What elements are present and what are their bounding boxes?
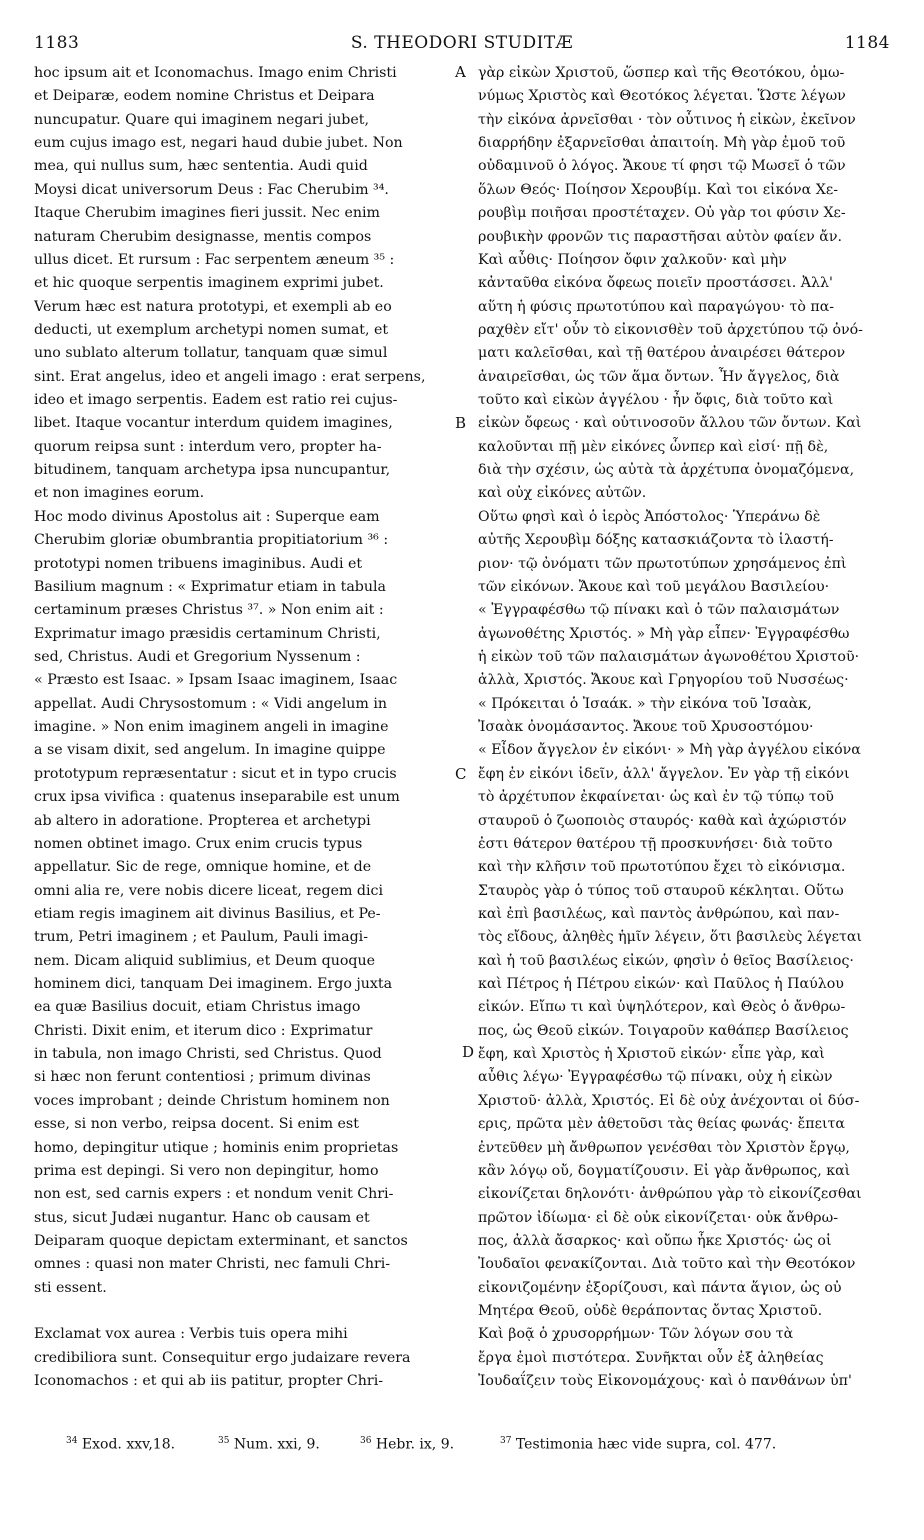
greek-text-line: Μητέρα Θεοῦ, οὐδὲ θεράποντας ὄντας Χριστοῦ. xyxy=(478,1303,823,1320)
latin-text-line: prima est depingi. Si vero non depingitur, homo xyxy=(34,1162,379,1179)
latin-text-line: deducti, ut exemplum archetypi nomen sumat, et xyxy=(34,321,389,338)
latin-text-line: mea, qui nullus sum, hæc sententia. Audi quid xyxy=(34,158,368,175)
greek-text-line: ριον· τῷ ὀνόματι τῶν πρωτοτύπων χρησάμενος ἐπὶ xyxy=(478,555,847,572)
latin-text-line: ab altero in adoratione. Propterea et archetypi xyxy=(34,812,371,829)
latin-text-line: homo, depingitur utique ; hominis enim proprietas xyxy=(34,1139,399,1156)
latin-text-line: et hic quoque serpentis imaginem exprimi jubet. xyxy=(34,275,384,292)
latin-text-line xyxy=(34,1300,450,1323)
latin-text-line: prototypum repræsentatur : sicut et in typo crucis xyxy=(34,765,397,782)
greek-text-line: ἔργα ἐμοὶ πιστότερα. Συνῆκται οὖν ἐξ ἀληθείας xyxy=(478,1349,824,1366)
latin-text-line: Deiparam quoque depictam exterminant, et sanctos xyxy=(34,1232,408,1249)
margin-marker-c: C xyxy=(455,765,467,783)
greek-text-line: καὶ ἡ τοῦ βασιλέως εἰκών, φησὶν ὁ θεῖος Βασίλειος· xyxy=(478,952,854,969)
latin-text-line: voces improbant ; deinde Christum hominem non xyxy=(34,1092,390,1109)
greek-text-line: καὶ ἐπὶ βασιλέως, καὶ παντὸς ἀνθρώπου, καὶ παν- xyxy=(478,905,840,922)
greek-text-line: γὰρ εἰκὼν Χριστοῦ, ὥσπερ καὶ τῆς Θεοτόκου, ὁμω- xyxy=(478,65,845,81)
greek-text-line: καὶ τὴν κλῆσιν τοῦ πρωτοτύπου ἔχει τὸ εἰκόνισμα. xyxy=(478,859,846,876)
latin-text-line: bitudinem, tanquam archetypa ipsa nuncupantur, xyxy=(34,462,391,479)
greek-text-line: ερις, πρῶτα μὲν ἀθετοῦσι τὰς θείας φωνάς· ἔπειτα xyxy=(478,1116,845,1133)
latin-text-line: Hoc modo divinus Apostolus ait : Superque eam xyxy=(34,508,380,525)
greek-text-line: εἰκονιζομένην ἐξορίζουσι, καὶ πάντα ἅγιον, ὡς οὐ xyxy=(478,1279,842,1296)
greek-text-line: ἔφη, καὶ Χριστὸς ἡ Χριστοῦ εἰκών· εἶπε γὰρ, καὶ xyxy=(478,1046,825,1063)
greek-text-line: νύμως Χριστὸς καὶ Θεοτόκος λέγεται. Ὥστε λέγων xyxy=(478,88,846,105)
greek-text-line: καὶ οὐχ εἰκόνες αὐτῶν. xyxy=(478,485,647,502)
greek-text-line: πος, ἀλλὰ ἄσαρκος· καὶ οὔπω ἧκε Χριστός· ὡς οἱ xyxy=(478,1232,832,1249)
greek-text-line: διαρρήδην ἐξαρνεῖσθαι ἀπαιτοίη. Μὴ γὰρ ἐμοῦ τοῦ xyxy=(478,135,846,152)
latin-text-line: Basilium magnum : « Exprimatur etiam in tabula xyxy=(34,578,387,595)
greek-text-line: τοῦτο καὶ εἰκὼν ἀγγέλου · ἦν ὄφις, διὰ τοῦτο καὶ xyxy=(478,392,834,409)
greek-text-line: « Ἐγγραφέσθω τῷ πίνακι καὶ ὁ τῶν παλαισμάτων xyxy=(478,602,840,619)
greek-text-line: ἔφη ἐν εἰκόνι ἰδεῖν, ἀλλ' ἄγγελον. Ἐν γὰρ τῇ εἰκόνι xyxy=(478,765,850,782)
greek-text-line: εἰκὼν ὄφεως · καὶ οὑτινοσοῦν ἄλλου τῶν ὄντων. Καὶ xyxy=(478,415,862,432)
latin-text-line: a se visam dixit, sed angelum. In imagine quippe xyxy=(34,742,386,759)
latin-text-line: appellat. Audi Chrysostomum : « Vidi angelum in xyxy=(34,695,388,712)
greek-text-line: εἰκονίζεται δηλονότι· ἀνθρώπου γὰρ τὸ εἰκονίζεσθαι xyxy=(478,1186,862,1203)
greek-text-line: ρουβὶμ ποιῆσαι προστέταχεν. Οὐ γὰρ τοι φύσιν Χε- xyxy=(478,205,846,222)
greek-text-line: ἀγωνοθέτης Χριστός. » Μὴ γὰρ εἶπεν· Ἐγγραφέσθω xyxy=(478,625,850,642)
latin-text-line: sint. Erat angelus, ideo et angeli imago : erat serpens, xyxy=(34,368,426,385)
latin-text-line: ullus dicet. Et rursum : Fac serpentem æneum ³⁵ : xyxy=(34,251,395,268)
greek-text-line: οὐδαμινοῦ ὁ λόγος. Ἄκουε τί φησι τῷ Μωσεῖ ὁ τῶν xyxy=(478,158,846,175)
latin-text-line: omnes : quasi non mater Christi, nec famuli Chri- xyxy=(34,1256,391,1273)
latin-text-line: sti essent. xyxy=(34,1279,107,1296)
right-page-number: 1184 xyxy=(844,33,890,53)
latin-text-line: trum, Petri imaginem ; et Paulum, Pauli imagi- xyxy=(34,929,368,946)
latin-text-line: Cherubim gloriæ obumbrantia propitiatorium ³⁶ : xyxy=(34,532,389,549)
latin-text-line: eum cujus imago est, negari haud dubie jubet. Non xyxy=(34,135,403,152)
latin-text-line: non est, sed carnis expers : et nondum venit Chri- xyxy=(34,1186,394,1203)
latin-text-line: omni alia re, vere nobis dicere liceat, regem dici xyxy=(34,882,384,899)
footnote-35: $^{35}$ Num. xxi, 9. xyxy=(218,1436,320,1453)
greek-text-line: εἰκών. Εἴπω τι καὶ ὑψηλότερον, καὶ Θεὸς ὁ ἄνθρω- xyxy=(478,999,846,1016)
margin-marker-b: B xyxy=(455,414,467,432)
latin-text-line: ea quæ Basilius docuit, etiam Christus imago xyxy=(34,999,361,1016)
greek-text-line: ἀναιρεῖσθαι, ὡς τῶν ἅμα ὄντων. Ἦν ἄγγελος, διὰ xyxy=(478,368,840,385)
margin-marker-d: D xyxy=(462,1043,475,1061)
greek-text-line: ραχθὲν εἴτ' οὖν τὸ εἰκονισθὲν τοῦ ἀρχετύπου τῷ ὀνό- xyxy=(478,321,863,338)
greek-text-line: ἡ εἰκὼν τοῦ τῶν παλαισμάτων ἀγωνοθέτου Χριστοῦ· xyxy=(478,648,860,665)
greek-text-line: κἀνταῦθα εἰκόνα ὄφεως ποιεῖν προστάσσει. Ἀλλ' xyxy=(478,275,833,292)
latin-text-line: Exclamat vox aurea : Verbis tuis opera mihi xyxy=(34,1326,348,1343)
latin-text-line: etiam regis imaginem ait divinus Basilius, et Pe- xyxy=(34,905,381,922)
latin-text-line: quorum reipsa sunt : interdum vero, propter ha- xyxy=(34,438,382,455)
latin-text-line: Exprimatur imago præsidis certaminum Christi, xyxy=(34,625,381,642)
greek-text-line: Καὶ βοᾷ ὁ χρυσορρήμων· Τῶν λόγων σου τὰ xyxy=(478,1326,794,1343)
greek-text-line: ρουβικὴν φρονῶν τις παραστῆσαι αὐτὸν φαίεν ἄν. xyxy=(478,228,842,245)
latin-text-line: et Deiparæ, eodem nomine Christus et Deipara xyxy=(34,88,375,105)
latin-text-line: prototypi nomen tribuens imaginibus. Audi et xyxy=(34,555,363,572)
greek-text-line: Ἰουδαΐζειν τοὺς Εἰκονομάχους· καὶ ὁ πανθάνων ὑπ' xyxy=(478,1373,852,1390)
greek-text-line: αὐτῆς Χερουβὶμ δόξης κατασκιάζοντα τὸ ἱλαστή- xyxy=(478,532,834,549)
greek-text-line: αὖθις λέγω· Ἐγγραφέσθω τῷ πίνακι, οὐχ ἡ εἰκὼν xyxy=(478,1069,833,1086)
latin-text-line: sed, Christus. Audi et Gregorium Nyssenum : xyxy=(34,648,361,665)
greek-text-line: Σταυρὸς γὰρ ὁ τύπος τοῦ σταυροῦ κέκληται. Οὕτω xyxy=(478,882,844,899)
greek-text-line: πρῶτον ἰδίωμα· εἰ δὲ οὐκ εἰκονίζεται· οὐκ ἄνθρω- xyxy=(478,1209,839,1226)
greek-text-line: ὅλων Θεός· Ποίησον Χερουβίμ. Καὶ τοι εἰκόνα Χε- xyxy=(478,181,839,198)
latin-text-line: appellatur. Sic de rege, omnique homine, et de xyxy=(34,859,372,876)
latin-text-line: in tabula, non imago Christi, sed Christus. Quod xyxy=(34,1046,382,1063)
latin-text-line: ideo et imago serpentis. Eadem est ratio rei cujus- xyxy=(34,392,398,409)
running-title: S. THEODORI STUDITÆ xyxy=(350,33,574,53)
latin-text-line: esse, si non verbo, reipsa docent. Si enim est xyxy=(34,1116,359,1133)
latin-text-line: hominem dici, tanquam Dei imaginem. Ergo juxta xyxy=(34,976,393,993)
footnote-34: $^{34}$ Exod. xxv,18. xyxy=(66,1436,176,1453)
greek-text-line: καὶ Πέτρος ἡ Πέτρου εἰκών· καὶ Παῦλος ἡ Παύλου xyxy=(478,976,844,993)
greek-text-line: ἀλλὰ, Χριστός. Ἄκουε καὶ Γρηγορίου τοῦ Νυσσέως· xyxy=(478,672,849,689)
latin-text-line: Moysi dicat universorum Deus : Fac Cherubim ³⁴. xyxy=(34,181,389,198)
greek-text-line: καλοῦνται πῇ μὲν εἰκόνες ὧνπερ καὶ εἰσί· πῇ δὲ, xyxy=(478,438,829,455)
greek-text-line: Καὶ αὖθις· Ποίησον ὄφιν χαλκοῦν· καὶ μὴν xyxy=(478,251,787,268)
latin-text-line: Christi. Dixit enim, et iterum dico : Exprimatur xyxy=(34,1022,373,1039)
latin-text-line: hoc ipsum ait et Iconomachus. Imago enim Christi xyxy=(34,65,397,81)
greek-text-line: τὸ ἀρχέτυπον ἐκφαίνεται· ὡς καὶ ἐν τῷ τύπῳ τοῦ xyxy=(478,789,834,806)
footnote-36: $^{36}$ Hebr. ix, 9. xyxy=(360,1436,455,1453)
latin-text-line: « Præsto est Isaac. » Ipsam Isaac imaginem, Isaac xyxy=(34,672,398,689)
latin-text-line: si hæc non ferunt contentiosi ; primum divinas xyxy=(34,1069,371,1086)
latin-text-line: Itaque Cherubim imagines fieri jussit. Nec enim xyxy=(34,205,381,222)
greek-column xyxy=(478,62,896,1393)
greek-text-line: ματι καλεῖσθαι, καὶ τῇ θατέρου ἀναιρέσει θάτερον xyxy=(478,345,846,362)
latin-text-line: naturam Cherubim designasse, mentis compos xyxy=(34,228,372,245)
latin-text-line: nem. Dicam aliquid sublimius, et Deum quoque xyxy=(34,952,376,969)
margin-marker-a: A xyxy=(455,63,466,81)
greek-text-line: Ἰσαὰκ ὀνομάσαντος. Ἄκουε τοῦ Χρυσοστόμου· xyxy=(478,719,814,736)
latin-text-line: stus, sicut Judæi nugantur. Hanc ob causam et xyxy=(34,1209,370,1226)
greek-text-line: Οὕτω φησὶ καὶ ὁ ἱερὸς Ἀπόστολος· Ὑπεράνω δὲ xyxy=(478,508,821,525)
latin-text-line: uno sublato alterum tollatur, tanquam quæ simul xyxy=(34,345,388,362)
greek-text-line: Ἰουδαῖοι φενακίζονται. Διὰ τοῦτο καὶ τὴν Θεοτόκον xyxy=(478,1256,856,1273)
greek-text-line: τῶν εἰκόνων. Ἄκουε καὶ τοῦ μεγάλου Βασιλείου· xyxy=(478,578,830,595)
footnote-37: $^{37}$ Testimonia hæc vide supra, col. 477. xyxy=(500,1436,777,1453)
latin-text-line: libet. Itaque vocantur interdum quidem imagines, xyxy=(34,415,393,432)
greek-text-line: Χριστοῦ· ἀλλὰ, Χριστός. Εἰ δὲ οὐχ ἀνέχονται οἱ δύσ- xyxy=(478,1092,860,1109)
greek-text-line: ἐντεῦθεν μὴ ἄνθρωπον γενέσθαι τὸν Χριστὸν ἔργῳ, xyxy=(478,1139,850,1156)
greek-text-line: « Εἶδον ἄγγελον ἐν εἰκόνι· » Μὴ γὰρ ἀγγέλου εἰκόνα xyxy=(478,742,861,759)
latin-text-line: et non imagines eorum. xyxy=(34,485,205,502)
latin-text-line: crux ipsa vivifica : quatenus inseparabile est unum xyxy=(34,789,400,806)
latin-text-line: Iconomachos : et qui ab iis patitur, propter Chri- xyxy=(34,1373,384,1390)
latin-text-line: credibiliora sunt. Consequitur ergo judaizare revera xyxy=(34,1349,411,1366)
left-page-number: 1183 xyxy=(34,33,80,53)
greek-text-line: αὕτη ἡ φύσις πρωτοτύπου καὶ παραγώγου· τὸ πα- xyxy=(478,298,835,315)
greek-text-line: σταυροῦ ὁ ζωοποιὸς σταυρός· καθὰ καὶ ἀχώριστόν xyxy=(478,812,847,829)
latin-text-line: nuncupatur. Quare qui imaginem negari jubet, xyxy=(34,111,369,128)
greek-text-line: κἂν λόγῳ οὔ, δογματίζουσιν. Εἰ γὰρ ἄνθρωπος, καὶ xyxy=(478,1162,851,1179)
latin-column xyxy=(34,62,450,1394)
greek-text-line: ἐστι θάτερον θατέρου τῇ προσκυνήσει· διὰ τοῦτο xyxy=(478,835,833,852)
latin-text-line: nomen obtinet imago. Crux enim crucis typus xyxy=(34,835,363,852)
greek-text-line: πος, ὡς Θεοῦ εἰκών. Τοιγαροῦν καθάπερ Βασίλειος xyxy=(478,1022,849,1039)
latin-text-line: certaminum præses Christus ³⁷. » Non enim ait : xyxy=(34,602,384,619)
latin-text-line: Verum hæc est natura prototypi, et exempli ab eo xyxy=(34,298,392,315)
greek-text-line: « Πρόκειται ὁ Ἰσαάκ. » τὴν εἰκόνα τοῦ Ἰσαὰκ, xyxy=(478,695,812,712)
greek-text-line: τὸς εἴδους, ἀληθὲς ἡμῖν λέγειν, ὅτι βασιλεὺς λέγεται xyxy=(478,929,862,946)
greek-text-line: τὴν εἰκόνα ἀρνεῖσθαι · τὸν οὗτινος ἡ εἰκὼν, ἐκεῖνον xyxy=(478,111,856,128)
latin-text-line: imagine. » Non enim imaginem angeli in imagine xyxy=(34,719,389,736)
greek-text-line: διὰ τὴν σχέσιν, ὡς αὐτὰ τὰ ἀρχέτυπα ὀνομαζόμενα, xyxy=(478,462,855,479)
